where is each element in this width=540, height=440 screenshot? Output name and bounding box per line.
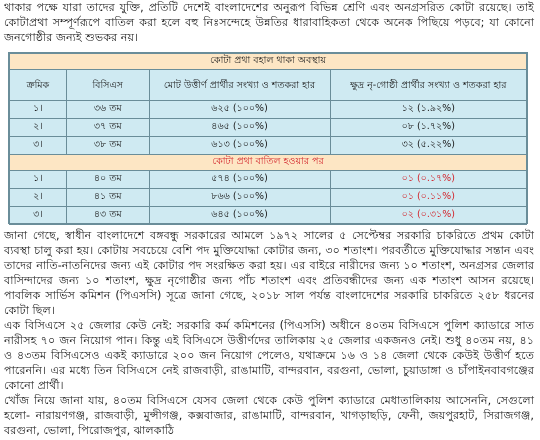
table-row [10, 119, 527, 137]
cell-serial: ৩। [10, 207, 67, 225]
header-bcs: বিসিএস [66, 70, 149, 101]
cell-bcs: ৩৬ তম [66, 101, 149, 119]
caption-quota: কোটা প্রথা বহাল থাকা অবস্থায় [10, 54, 527, 70]
cell-serial: ৩। [10, 137, 67, 155]
article-paragraph: জানা গেছে, স্বাধীন বাংলাদেশে বঙ্গবন্ধু সরকারের আমলে ১৯৭২ সালের ৫ সেপ্টেম্বর সরকারি চাকরিতে প্রথম কোটা ব্যবস্থা চালু করা হয়। কোটায় সবচেয়ে বেশি পদ মুক্তিযোদ্ধা কোটার জন্য, ৩০ শতাংশ। পরবর্তীতে মুক্তিযোদ্ধার সন্তান এবং তাদের নাতি-নাতনিদের জন্য এই কোটার পদ সংরক্ষিত করা হয়। এর বাইরে নারীদের জন্য ১০ শতাংশ, অনগ্রসর জেলার বাসিন্দাদের জন্য ১০ শতাংশ, ক্ষুদ্র নৃগোষ্ঠীর জন্য পাঁচ শতাংশ এবং প্রতিবন্ধীদের জন্য এক শতাংশ আসন রয়েছে। পাবলিক সার্ভিস কমিশন (পিএসসি) সূত্রে জানা গেছে, ২০১৮ সাল পর্যন্ত বাংলাদেশের সরকারি চাকরিতে ২৫৮ ধরনের কোটা ছিল। [4, 229, 534, 317]
table-row [10, 189, 527, 207]
caption-row-no-quota [10, 155, 527, 171]
article-body [4, 228, 534, 438]
cell-total: ৮৬৬ (১০০%) [149, 189, 330, 207]
cell-bcs: ৩৭ তম [66, 119, 149, 137]
cell-bcs: ৪৩ তম [66, 207, 149, 225]
header-minority: ক্ষুদ্র নৃ-গোষ্ঠী প্রার্থীর সংখ্যা ও শতকরা হার [330, 70, 526, 101]
header-serial: ক্রমিক [10, 70, 67, 101]
cell-minority: ০৮ (১.৭২%) [330, 119, 526, 137]
cell-minority: ০২ (০.৩১%) [330, 207, 526, 225]
caption-no-quota: কোটা প্রথা বাতিল হওয়ার পর [10, 155, 527, 171]
cell-total: ৪৬৫ (১০০%) [149, 119, 330, 137]
cell-serial: ১। [10, 101, 67, 119]
cell-minority: ৩২ (৫.২২%) [330, 137, 526, 155]
cell-bcs: ৪০ তম [66, 171, 149, 189]
header-total: মোট উত্তীর্ণ প্রার্থীর সংখ্যা ও শতকরা হার [149, 70, 330, 101]
cell-total: ৬২৫ (১০০%) [149, 101, 330, 119]
bcs-quota-table [8, 52, 528, 224]
table-row [10, 171, 527, 189]
cell-minority: ১২ (১.৯২%) [330, 101, 526, 119]
article-paragraph: খোঁজ নিয়ে জানা যায়, ৪০তম বিসিএসে যেসব জেলা থেকে কেউ পুলিশ ক্যাডারে মেধাতালিকায় আসেননি, সেগুলো হলো- নারায়ণগঞ্জ, রাজবাড়ী, মুন্সীগঞ্জ, কক্সবাজার, রাঙামাটি, বান্দরবান, খাগড়াছড়ি, ফেনী, জয়পুরহাট, সিরাজগঞ্জ, বরগুনা, ভোলা, পিরোজপুর, ঝালকাঠি [4, 394, 534, 437]
cell-total: ৬১৩ (১০০%) [149, 137, 330, 155]
cell-total: ৫৭৪ (১০০%) [149, 171, 330, 189]
cell-minority: ০১ (০.১১%) [330, 189, 526, 207]
table-header-row [10, 70, 527, 101]
cell-total: ৬৪৫ (১০০%) [149, 207, 330, 225]
article-paragraph: এক বিসিএসে ২৫ জেলার কেউ নেই: সরকারি কর্ম কমিশনের (পিএসসি) অধীনে ৪০তম বিসিএসে পুলিশ ক্যাডারে সাত নারীসহ ৭০ জন নিয়োগ পান। কিন্তু এই বিসিএসে উত্তীর্ণদের তালিকায় ২৫ জেলার একজনও নেই। শুধু ৪০তম নয়, ৪১ ও ৪৩তম বিসিএসেও একই ক্যাডারে ২০০ জন নিয়োগ পেলেও, যথাক্রমে ১৬ ও ১৪ জেলা থেকে কেউই উত্তীর্ণ হতে পারেননি। এর মধ্যে তিন বিসিএসে নেই রাজবাড়ী, রাঙামাটি, বান্দরবান, বরগুনা, ভোলা, চুয়াডাঙ্গা ও চাঁপাইনবাবগঞ্জের কোনো প্রার্থী। [4, 319, 534, 392]
cell-bcs: ৩৮ তম [66, 137, 149, 155]
cell-serial: ২। [10, 119, 67, 137]
table-row [10, 101, 527, 119]
table-row [10, 207, 527, 225]
caption-row-quota [10, 54, 527, 70]
table-row [10, 137, 527, 155]
cell-bcs: ৪১ তম [66, 189, 149, 207]
cell-minority: ০১ (০.১৭%) [330, 171, 526, 189]
cell-serial: ২। [10, 189, 67, 207]
article-intro-text: থাকার পক্ষে যারা তাদের যুক্তি, প্রতিটি দেশেই বাংলাদেশের অনুরূপ বিভিন্ন শ্রেণি এবং অনগ্রসরিত কোটা রয়েছে। তাই কোটাপ্রথা সম্পূর্ণরূপে বাতিল করা হলে বহু নিঃসন্দেহে উন্নতির ধারাবাহিকতা থেকে অনেক পিছিয়ে পড়বে; যা কোনো জনগোষ্ঠীর জন্যই শুভকর নয়। [4, 1, 534, 44]
stats-table [9, 53, 527, 225]
cell-serial: ১। [10, 171, 67, 189]
